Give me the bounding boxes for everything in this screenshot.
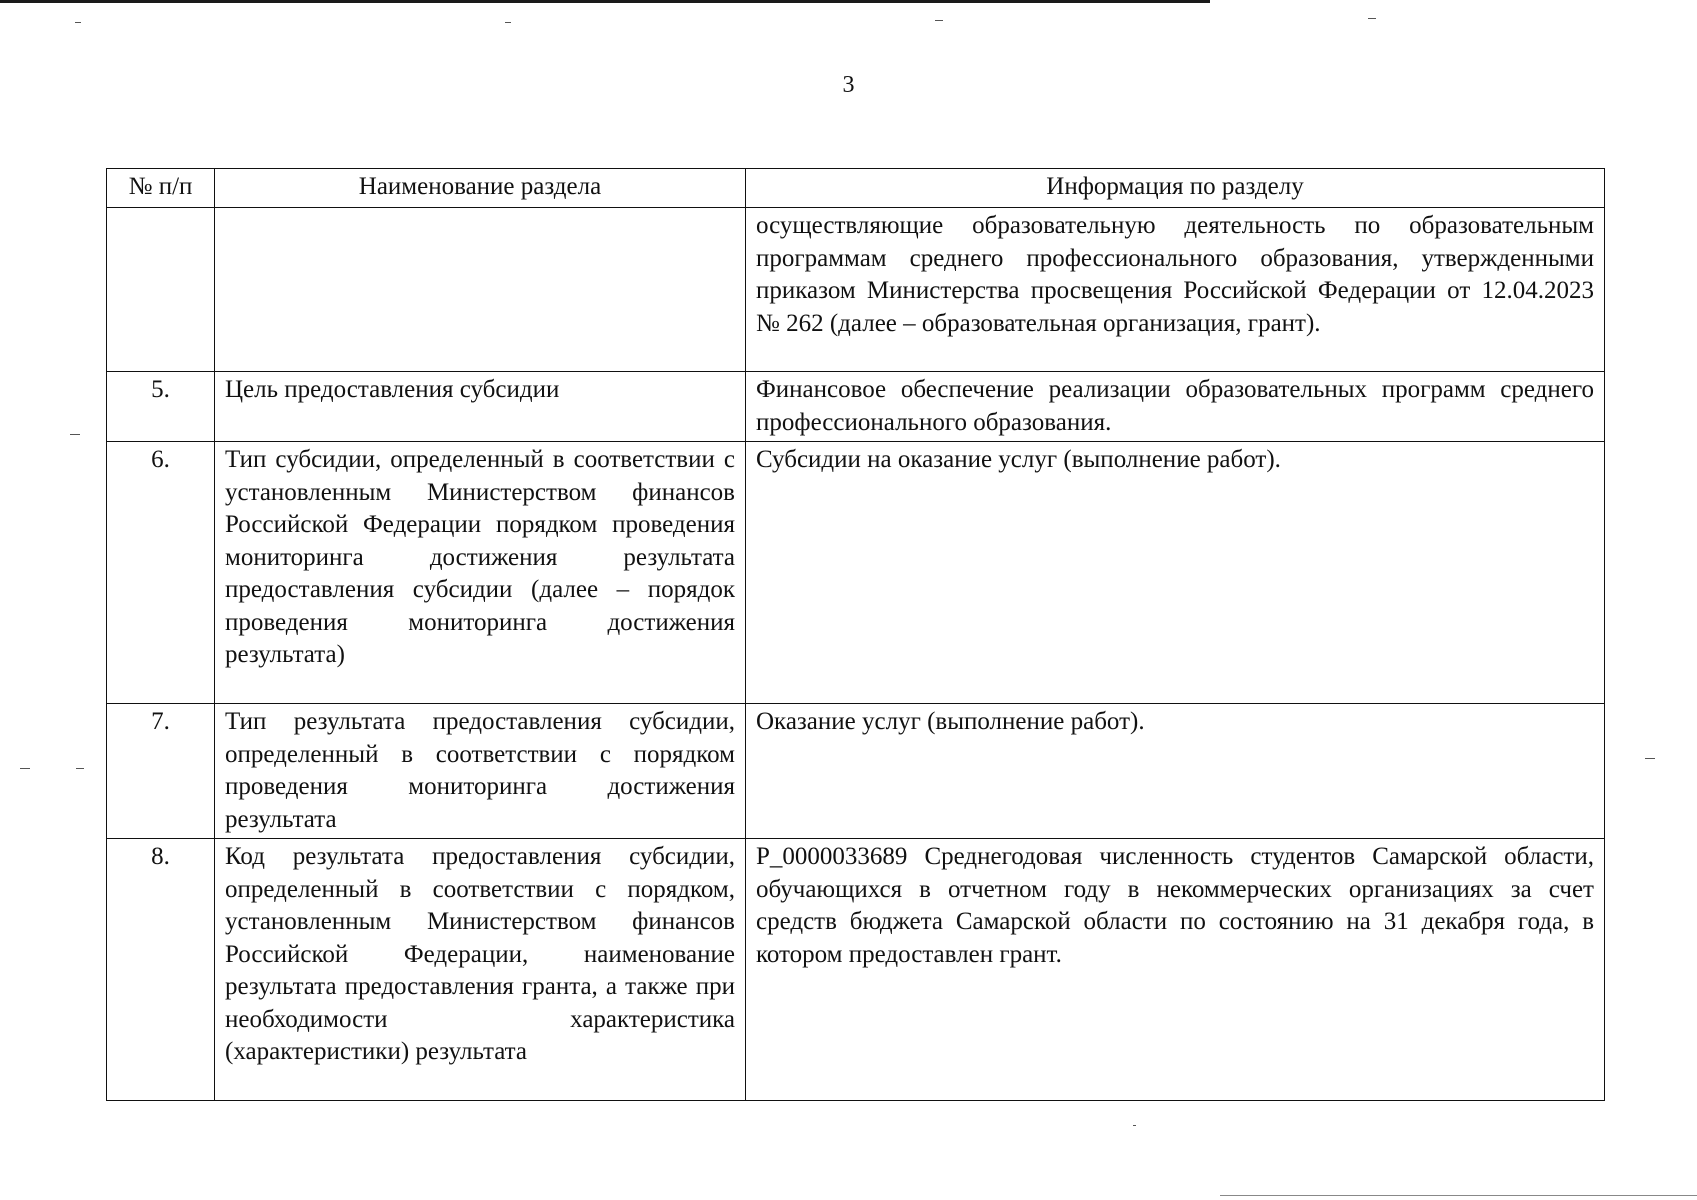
- row-section-name: Код результата предоставления субсидии, определенный в соответствии с порядком, установленным Министерством финансов Российской Федерации, наименование результата предоставления гранта, а также при необходимости характеристика (характеристики) результата: [215, 839, 746, 1101]
- row-section-info: Финансовое обеспечение реализации образовательных программ среднего профессионального образования.: [746, 372, 1605, 442]
- scan-bottom-edge: [1220, 1195, 1697, 1196]
- scan-speck: [1133, 1125, 1136, 1126]
- row-section-info: осуществляющие образовательную деятельность по образовательным программам среднего профессионального образования, утвержденными приказом Министерства просвещения Российской Федерации от 12.04.2023 № 262 (далее – образовательная организация, грант).: [746, 208, 1605, 372]
- row-number: 8.: [107, 839, 215, 1101]
- row-section-info: Субсидии на оказание услуг (выполнение работ).: [746, 442, 1605, 704]
- scan-speck: [505, 22, 511, 23]
- row-number: [107, 208, 215, 372]
- table-row: [107, 208, 1605, 372]
- row-section-name: Цель предоставления субсидии: [215, 372, 746, 442]
- row-section-info: Р_0000033689 Среднегодовая численность студентов Самарской области, обучающихся в отчетном году в некоммерческих организациях за счет средств бюджета Самарской области по состоянию на 31 декабря года, в котором предоставлен грант.: [746, 839, 1605, 1101]
- table-row: [107, 372, 1605, 442]
- scan-speck: [75, 22, 81, 23]
- scan-speck: [935, 20, 943, 21]
- header-section-name: Наименование раздела: [215, 169, 746, 208]
- scan-top-edge: [0, 0, 1210, 3]
- scan-speck: [1368, 18, 1376, 19]
- header-section-info: Информация по разделу: [746, 169, 1605, 208]
- table-row: [107, 704, 1605, 839]
- row-number: 7.: [107, 704, 215, 839]
- scan-speck: [20, 768, 30, 769]
- table-row: [107, 442, 1605, 704]
- row-section-name: [215, 208, 746, 372]
- row-section-name: Тип субсидии, определенный в соответствии с установленным Министерством финансов Российской Федерации порядком проведения мониторинга достижения результата предоставления субсидии (далее – порядок проведения мониторинга достижения результата): [215, 442, 746, 704]
- header-number: № п/п: [107, 169, 215, 208]
- sections-table: [106, 168, 1605, 1101]
- row-number: 6.: [107, 442, 215, 704]
- row-number: 5.: [107, 372, 215, 442]
- table-header-row: [107, 169, 1605, 208]
- scan-speck: [70, 434, 80, 435]
- page-number: 3: [842, 72, 855, 98]
- table-row: [107, 839, 1605, 1101]
- scan-speck: [1645, 758, 1655, 759]
- scan-speck: [76, 768, 84, 769]
- row-section-info: Оказание услуг (выполнение работ).: [746, 704, 1605, 839]
- row-section-name: Тип результата предоставления субсидии, определенный в соответствии с порядком проведения мониторинга достижения результата: [215, 704, 746, 839]
